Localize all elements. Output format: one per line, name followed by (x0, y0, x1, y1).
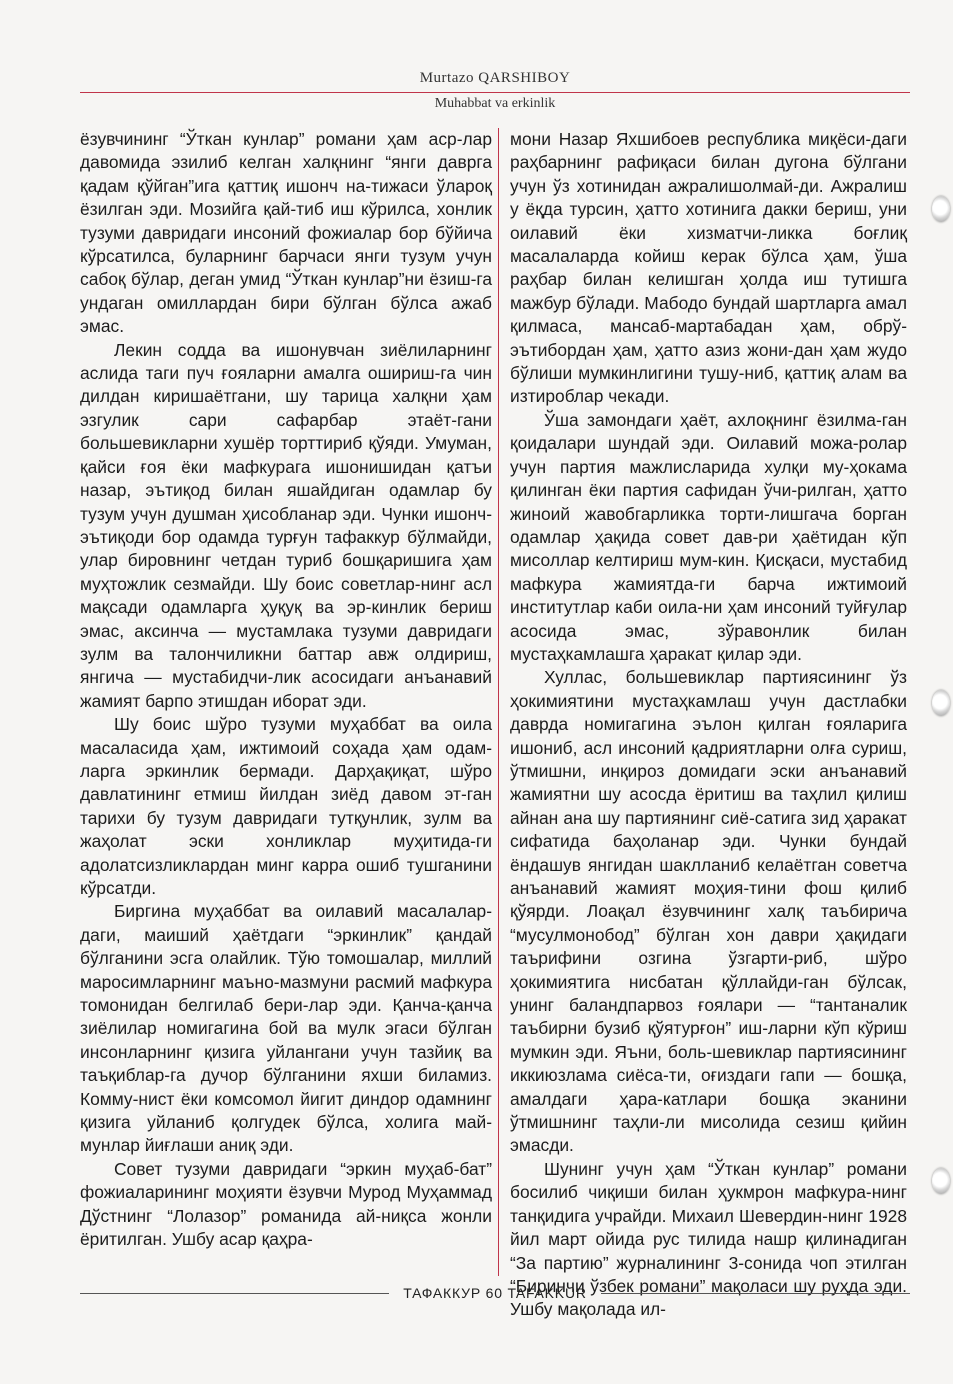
header-rule (80, 92, 910, 93)
footer-page-label: ТАФАККУР 60 TAFAKKUR (403, 1285, 587, 1301)
header-author: Murtazo QARSHIBOY (419, 70, 571, 86)
page-footer (80, 1282, 910, 1304)
right-column (510, 128, 907, 1322)
footer-rule-right (601, 1293, 910, 1294)
footer-rule-left (80, 1293, 389, 1294)
paragraph: Хуллас, большевиклар партиясининг ўз ҳокимиятини мустаҳкамлаш учун дастлабки даврда номигагина эълон қилган ғояларига ишониб, асл инсоний қадриятларни олға суриш, ўтмишни, инқироз домидаги эски анъанавий жамиятни шу асосда ёритиш ва таҳлил қилиш айнан ана шу партиянинг сиё-сатига зид ҳаракат сифатида баҳоланар эди. Чунки бундай ёндашув янгидан шаклланиб келаётган советча анъанавий жамият моҳия-тини фош қилиб қўярди. Лоақал ёзувчининг халқ таъбирича “мусулмонобод” бўлган хон даври ҳақидаги таърифини озгина ўзгарти-риб, шўро ҳокимиятига нисбатан қўллайди-ган бўлсак, унинг баландпарвоз ғоялари — “тантаналик таъбирни бузиб қўятурғон” иш-ларни кўп кўриш мумкин эди. Яъни, боль-шевиклар партиясининг иккиюзлама сиёса-ти, оғиздаги гапи — бошқа, амалдаги ҳара-катлари бошқа эканини ўтмишнинг таҳли-ли мисолида сезиш қийин эмасди. (510, 667, 907, 1156)
column-divider (498, 128, 499, 1276)
binder-hole (932, 196, 950, 222)
paragraph: Лекин содда ва ишонувчан зиёлиларнинг аслида таги пуч ғояларни амалга ошириш-га чин дилдан киришаётгани, шу тарица халқни ҳам эзгулик сари сафарбар этаёт-гани большевикларни хушёр торттириб қўяди. Умуман, қайси ғоя ёки мафкурага ишонишидан қатъи назар, эътиқод билан яшайдиган одамлар бу тузум учун душман ҳисобланар эди. Чунки ишонч-эътиқоди бор одамда турғун тафаккур бўлмайди, улар бировнинг четдан туриб бошқаришига ҳам муҳтожлик сезмайди. Шу боис советлар-нинг асл мақсади одамларга ҳуқуқ ва эр-кинлик бериш эмас, аксинча — мустамлака тузуми давридаги зулм ва талончиликни баттар авж олдириш, янгича — мустабидчи-лик асосидаги анъанавий жамият барпо этишдан иборат эди. (80, 339, 492, 711)
paragraph: ёзувчининг “Ўткан кунлар” романи ҳам аср-лар давомида эзилиб келган халқнинг “янги даврга қадам қўйган”ига қаттиқ ишонч на-тижаси ўлароқ ёзилган эди. Мозийга қай-тиб иш кўрилса, хонлик тузуми давридаги инсоний фожиалар бор бўйича кўрсатилса, буларнинг барчаси янги тузум учун сабоқ бўлар, деган умид “Ўткан кунлар”ни ёзиш-га ундаган омиллардан бири бўлган бўлса ажаб эмас. (80, 129, 492, 337)
paragraph: Биргина муҳаббат ва оилавий масалалар-даги, маиший ҳаётдаги “эркинлик” қандай бўлганини эсга олайлик. Тўю томошалар, миллий маросимларнинг маъно-мазмуни расмий мафкура томонидан белгилаб бери-лар эди. Қанча-қанча зиёлилар номигагина бой ва мулк эгаси бўлган инсонларнинг қизига уйлангани учун тазйиқ ва таъқиблар-га дучор бўлганини яхши биламиз. Комму-нист ёки комсомол йигит диндор одамнинг қизига уйланиб қолгудек бўлса, холига май-мунлар йиғлаши аниқ эди. (80, 901, 492, 1156)
running-header (80, 68, 910, 113)
binder-hole (932, 1168, 950, 1194)
binder-hole (932, 690, 950, 716)
paragraph: Шунинг учун ҳам “Ўткан кунлар” романи босилиб чиқиши билан ҳукмрон мафкура-нинг танқидига учрайди. Михаил Шевердин-нинг 1928 йил март ойида рус тилида нашр қилинадиган “За партию” журналининг 3-сонида чоп этилган “Биринчи ўзбек романи” мақоласи шу руҳда эди. Ушбу мақолада ил- (510, 1158, 907, 1320)
paragraph: Ўша замондаги ҳаёт, ахлоқнинг ёзилма-ган қоидалари шундай эди. Оилавий можа-ролар учун партия мажлисларида хулқи му-ҳокама қилинган ёки партия сафидан ўчи-рилган, ҳатто жиноий жавобгарликка торти-лишгача борган одамлар ҳақида совет дав-ри ҳаётидан кўп мисоллар келтириш мум-кин. Қисқаси, мустабид мафкура жамиятда-ги барча ижтимоий институтлар каби оила-ни ҳам инсоний туйғулар асосида эмас, зўравонлик билан мустаҳкамлашга ҳаракат қилар эди. (510, 409, 907, 664)
header-subtitle: Muhabbat va erkinlik (434, 96, 556, 111)
left-column (80, 128, 492, 1252)
paragraph: мони Назар Яхшибоев республика миқёси-даги раҳбарнинг рафиқаси билан дугона бўлгани учун ўз хотинидан ажралишолмай-ди. Ажралиш у ёқда турсин, ҳатто хотинига дакки бериш, уни оилавий ёки хизматчи-ликка боғлиқ масалаларда койиш керак бўлса ҳам, ўша раҳбар билан келишган ҳолда иш тутишга мажбур бўлади. Мабодо бундай шартларга амал қилмаса, мансаб-мартабадан ҳам, обрў-эътибордан ҳам, ҳатто азиз жони-дан ҳам жудо бўлиши мумкинлигини тушу-ниб, қаттиқ алам ва изтироблар чекади. (510, 129, 907, 407)
paragraph: Шу боис шўро тузуми муҳаббат ва оила масаласида ҳам, ижтимоий соҳада ҳам одам-ларга эркинлик бермади. Дарҳақиқат, шўро давлатининг етмиш йилдан зиёд давом эт-ган тарихи бу тузум давридаги тутқунлик, зулм ва жаҳолат эски хонликлар муҳитида-ги адолатсизликлардан минг карра ошиб тушганини кўрсатди. (80, 714, 492, 898)
paragraph: Совет тузуми давридаги “эркин муҳаб-бат” фожиаларининг моҳияти ёзувчи Мурод Муҳаммад Дўстнинг “Лолазор” романида ай-ниқса жонли ёритилган. Ушбу асар қаҳра- (80, 1158, 492, 1250)
